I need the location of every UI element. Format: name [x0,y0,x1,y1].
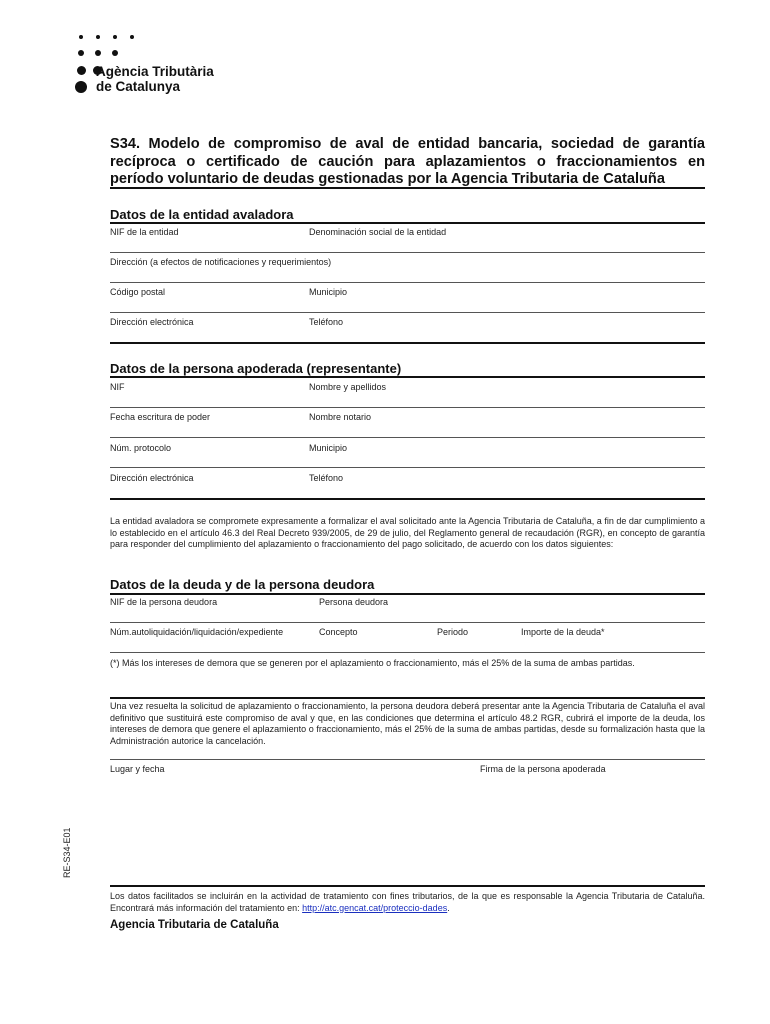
title-rule [110,187,705,189]
section-end-rule [110,697,705,699]
field-line [110,252,705,253]
label-entidad-email: Dirección electrónica [110,317,194,327]
label-lugar-fecha: Lugar y fecha [110,764,165,774]
title-line3: período voluntario de deudas gestionadas por la Agencia Tributaria de Cataluña [110,171,665,187]
logo-dot [78,50,84,56]
footer-title: Agencia Tributaria de Cataluña [110,919,279,931]
label-deuda-importe: Importe de la deuda* [521,627,605,637]
label-entidad-municipio: Municipio [309,287,348,297]
label-entidad-nif: NIF de la entidad [110,227,179,237]
label-entidad-telefono: Teléfono [309,317,344,327]
logo-line1: Agència Tributària [96,64,214,79]
deuda-note: (*) Más los intereses de demora que se generen por el aplazamiento o fraccionamiento, más el 25% de la suma de ambas partidas. [110,658,635,668]
logo-dot [130,35,134,39]
section-end-rule [110,498,705,500]
section-apoderada-heading: Datos de la persona apoderada (representante) [110,361,402,376]
logo-dot [113,35,117,39]
title-line1: S34. Modelo de compromiso de aval de entidad bancaria, sociedad de garantía [110,136,705,152]
privacy-link[interactable]: http://atc.gencat.cat/proteccio-dades [302,902,448,913]
field-line [110,652,705,653]
logo-dot [112,50,118,56]
section-end-rule [110,342,705,344]
label-deuda-persona: Persona deudora [319,597,389,607]
label-entidad-direccion: Dirección (a efectos de notificaciones y requerimientos) [110,257,332,267]
label-apoderada-nif: NIF [110,382,125,392]
label-apoderada-telefono: Teléfono [309,473,344,483]
page-title [110,136,705,189]
label-firma: Firma de la persona apoderada [480,764,606,774]
title-line2: recíproca o certificado de caución para aplazamientos o fraccionamientos en [110,153,705,170]
privacy-paragraph [110,891,705,914]
field-line [110,759,705,760]
field-line [110,622,705,623]
label-deuda-concepto: Concepto [319,627,358,637]
privacy-rule [110,885,705,887]
compromiso-paragraph: La entidad avaladora se compromete expresamente a formalizar el aval solicitado ante la Agencia Tributaria de Cataluña, a fin de dar cumplimiento a lo establecido en el artículo 46.3 del Real Decreto 939/2005, de 29 de julio, del Reglamento general de recaudación (RGR), en concepto de garantía para responder del cumplimiento del aplazamiento o fraccionamiento del pago solicitado, de acuerdo con los datos siguientes: [110,516,705,549]
section-rule [110,376,705,378]
privacy-end: . [447,902,450,913]
label-apoderada-nombre: Nombre y apellidos [309,382,387,392]
field-line [110,437,705,438]
label-apoderada-municipio: Municipio [309,443,348,453]
field-line [110,467,705,468]
label-apoderada-protocolo: Núm. protocolo [110,443,172,453]
form-code: RE-S34-E01 [62,827,72,878]
label-apoderada-fecha: Fecha escritura de poder [110,412,211,422]
resuelta-paragraph: Una vez resuelta la solicitud de aplazamiento o fraccionamiento, la persona deudora deberá presentar ante la Agencia Tributaria de Cataluña el aval definitivo que sustituirá este compromiso de aval y que, en las condiciones que determina el artículo 48.2 RGR, cubrirá el importe de la deuda, los intereses de demora que genere el aplazamiento o fraccionamiento, más el 25% de la suma de ambas partidas, desde su formalización hasta que la Administración autorice la cancelación. [110,701,705,746]
label-deuda-nif: NIF de la persona deudora [110,597,218,607]
section-entidad-heading: Datos de la entidad avaladora [110,207,294,222]
label-apoderada-email: Dirección electrónica [110,473,194,483]
field-line [110,312,705,313]
logo-dot [77,66,86,75]
section-rule [110,222,705,224]
logo-dot [75,81,87,93]
label-deuda-num: Núm.autoliquidación/liquidación/expediente [110,627,284,637]
label-entidad-denominacion: Denominación social de la entidad [309,227,447,237]
section-deuda-heading: Datos de la deuda y de la persona deudora [110,577,375,592]
field-line [110,407,705,408]
label-deuda-periodo: Periodo [437,627,469,637]
logo-dot [79,35,83,39]
label-entidad-codigo-postal: Código postal [110,287,166,297]
logo-dot [96,35,100,39]
logo-line2: de Catalunya [96,79,181,94]
field-line [110,282,705,283]
logo-dot [95,50,101,56]
label-apoderada-notario: Nombre notario [309,412,372,422]
section-rule [110,593,705,595]
privacy-text: Los datos facilitados se incluirán en la actividad de tratamiento con fines tributarios, de la que es responsable la Agencia Tributaria de Cataluña. Encontrará más información del tratamiento en: [110,891,705,913]
